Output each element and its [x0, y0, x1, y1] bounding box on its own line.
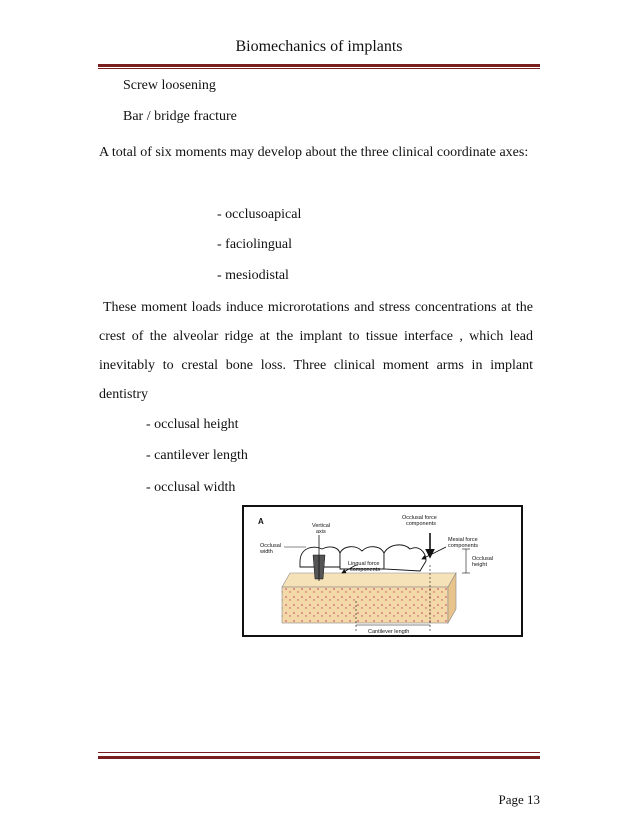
header-rule-thin [98, 68, 540, 69]
implant-diagram [244, 507, 521, 635]
list-item: Screw loosening [123, 78, 216, 93]
svg-text:width: width [260, 549, 273, 555]
footer-rule-thick [98, 756, 540, 759]
vertical-axis-label: Vertical [312, 523, 331, 529]
mesial-force-arrow [422, 547, 446, 559]
moment-arm-item: - occlusal height [146, 417, 239, 432]
cantilever-length-label: Cantilever length [368, 629, 410, 635]
svg-text:components: components [350, 567, 380, 573]
axis-item: - occlusoapical [217, 207, 302, 222]
header-rule-thick [98, 64, 540, 67]
footer-rule-thin [98, 752, 540, 753]
svg-text:axis: axis [316, 529, 326, 535]
bone-block-front [282, 587, 448, 623]
bone-block-top [282, 573, 456, 587]
occlusal-height-label: Occlusal [472, 556, 494, 562]
paragraph-moment-loads: These moment loads induce microrotations and stress concentrations at the crest of the alveolar ridge at the implant to tissue interface , which lead inevitably to crestal bone loss. Three clinical moment arms in implant dentistry [99, 300, 533, 402]
lingual-force-label: Lingual force [348, 561, 380, 567]
axis-item: - faciolingual [217, 237, 293, 252]
paragraph-moments: A total of six moments may develop about the three clinical coordinate axes: [99, 145, 529, 160]
moment-arm-item: - cantilever length [146, 448, 248, 463]
svg-text:components: components [406, 521, 436, 527]
implant-diagram-figure [242, 505, 523, 637]
crown-3 [384, 545, 426, 571]
list-item: Bar / bridge fracture [123, 109, 237, 124]
mesial-force-label: Mesial force [448, 537, 478, 543]
axis-item: - mesiodistal [217, 268, 289, 283]
page-number: Page 13 [498, 792, 540, 807]
page-header-title: Biomechanics of implants [235, 38, 403, 55]
occlusal-force-label: Occlusal force [402, 515, 437, 521]
occlusal-width-label: Occlusal [260, 543, 282, 549]
svg-text:components: components [448, 543, 478, 549]
svg-text:height: height [472, 562, 487, 568]
moment-arm-item: - occlusal width [146, 480, 236, 495]
panel-letter: A [258, 517, 264, 526]
